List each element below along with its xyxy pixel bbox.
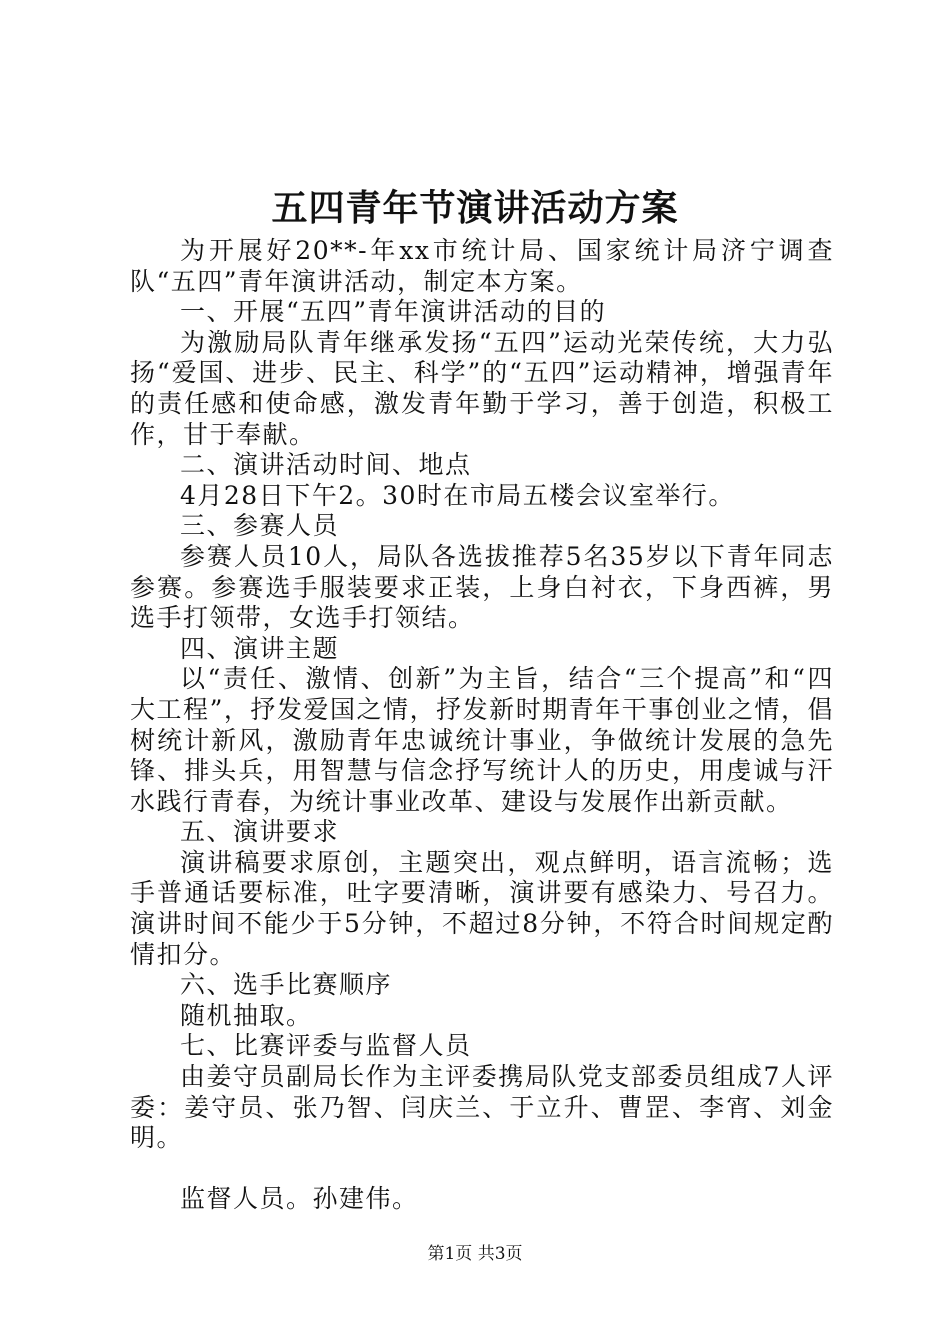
heading-theme: 四、演讲主题	[180, 633, 340, 663]
paragraph-purpose: 为激励局队青年继承发扬“五四”运动光荣传统，大力弘扬“爱国、进步、民主、科学”的“五四”运动精神，增强青年的责任感和使命感，激发青年勤于学习，善于创造，积极工作，甘于奉献。	[130, 327, 834, 449]
paragraph-time-place: 4月28日下午2。30时在市局五楼会议室举行。	[180, 480, 735, 510]
document-title: 五四青年节演讲活动方案	[271, 187, 679, 229]
heading-time-place: 二、演讲活动时间、地点	[180, 450, 472, 480]
paragraph-supervisor: 监督人员。孙建伟。	[180, 1184, 419, 1214]
heading-order: 六、选手比赛顺序	[180, 970, 393, 1000]
document-body	[130, 236, 834, 1215]
paragraph-participants: 参赛人员10人，局队各选拔推荐5名35岁以下青年同志参赛。参赛选手服装要求正装，上身白衬衣，下身西裤，男选手打领带，女选手打领结。	[130, 541, 834, 633]
paragraph-theme: 以“责任、激情、创新”为主旨，结合“三个提高”和“四大工程”，抒发爱国之情，抒发新时期青年干事创业之情，倡树统计新风，激励青年忠诚统计事业，争做统计发展的急先锋、排头兵，用智慧与信念抒写统计人的历史，用虔诚与汗水践行青春，为统计事业改革、建设与发展作出新贡献。	[130, 664, 834, 816]
paragraph-order: 随机抽取。	[180, 1000, 313, 1030]
heading-purpose: 一、开展“五四”青年演讲活动的目的	[180, 297, 607, 327]
heading-requirements: 五、演讲要求	[180, 817, 340, 847]
paragraph-judges: 由姜守员副局长作为主评委携局队党支部委员组成7人评委：姜守员、张乃智、闫庆兰、于立升、曹罡、李宵、刘金明。	[130, 1062, 834, 1153]
page-number: 第1页 共3页	[427, 1244, 523, 1264]
heading-participants: 三、参赛人员	[180, 511, 340, 541]
paragraph-intro: 为开展好20**-年xx市统计局、国家统计局济宁调查队“五四”青年演讲活动，制定本方案。	[130, 236, 834, 296]
paragraph-requirements: 演讲稿要求原创，主题突出，观点鲜明，语言流畅；选手普通话要标准，吐字要清晰，演讲要有感染力、号召力。演讲时间不能少于5分钟，不超过8分钟，不符合时间规定酌情扣分。	[130, 847, 834, 969]
heading-judges: 七、比赛评委与监督人员	[180, 1031, 472, 1061]
